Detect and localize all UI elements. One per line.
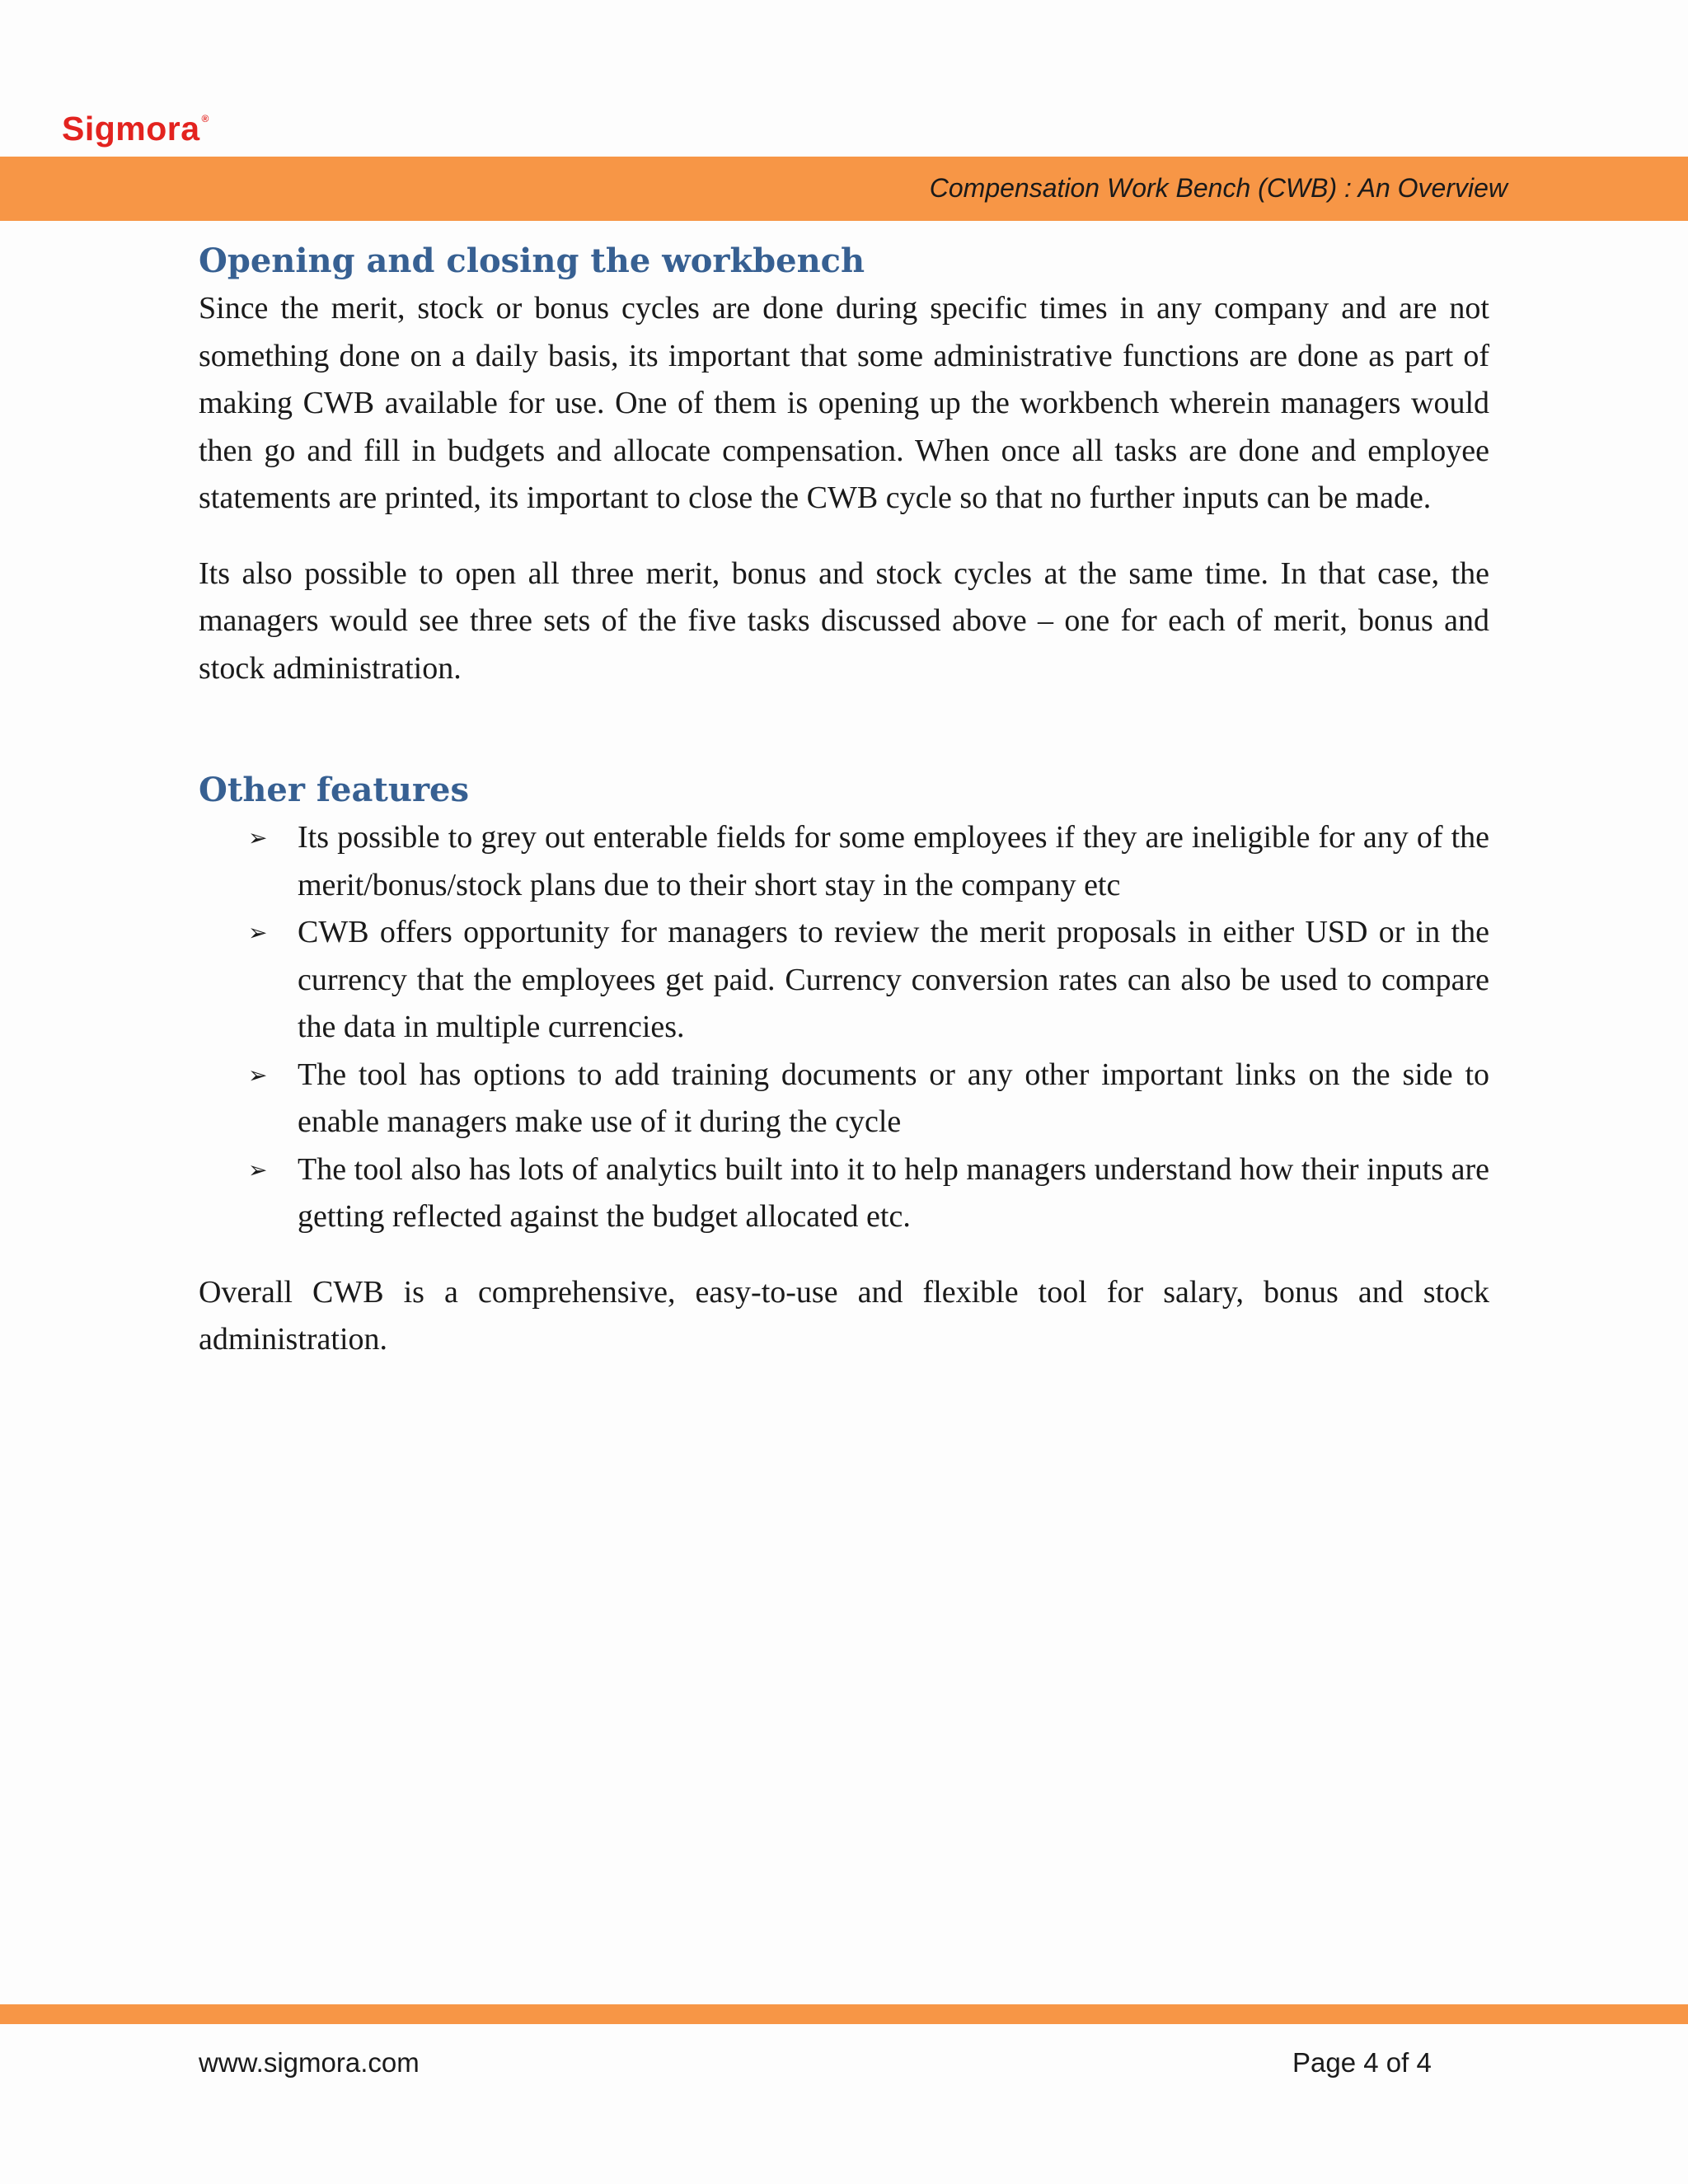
- arrow-bullet-icon: ➢: [248, 824, 268, 851]
- document-title: Compensation Work Bench (CWB) : An Overview: [929, 173, 1507, 203]
- features-list: [199, 814, 1489, 1241]
- list-item-text: Its possible to grey out enterable fields for some employees if they are ineligible for any of the merit/bonus/stock plans due to their short stay in the company etc: [298, 820, 1489, 902]
- arrow-bullet-icon: ➢: [248, 1155, 268, 1183]
- paragraph-opening-closing: Since the merit, stock or bonus cycles are done during specific times in any company and are not something done on a daily basis, its important that some administrative functions are done as part of making CWB available for use. One of them is opening up the workbench wherein managers would then go and fill in budgets and allocate compensation. When once all tasks are done and employee statements are printed, its important to close the CWB cycle so that no further inputs can be made.: [199, 291, 1489, 515]
- arrow-bullet-icon: ➢: [248, 919, 268, 946]
- list-item: [248, 814, 1489, 909]
- section-heading-opening-closing: Opening and closing the workbench: [199, 241, 865, 280]
- footer-website: www.sigmora.com: [199, 2047, 420, 2078]
- list-item-text: The tool also has lots of analytics built into it to help managers understand how their inputs are getting reflected against the budget allocated etc.: [298, 1151, 1489, 1234]
- paragraph-conclusion: Overall CWB is a comprehensive, easy-to-use and flexible tool for salary, bonus and stock administration.: [199, 1274, 1489, 1357]
- list-item-text: The tool has options to add training documents or any other important links on the side to enable managers make use of it during the cycle: [298, 1057, 1489, 1139]
- footer-band: [0, 2004, 1688, 2024]
- page-number: Page 4 of 4: [1292, 2047, 1432, 2078]
- list-item-text: CWB offers opportunity for managers to review the merit proposals in either USD or in the currency that the employees get paid. Currency conversion rates can also be used to compare the data in multiple currencies.: [298, 915, 1489, 1044]
- list-item: [248, 1052, 1489, 1146]
- logo-text: Sigmora: [62, 110, 200, 148]
- registered-mark: ®: [201, 113, 209, 124]
- page-content: [199, 237, 1489, 1364]
- arrow-bullet-icon: ➢: [248, 1061, 268, 1089]
- company-logo: [62, 112, 209, 146]
- list-item: [248, 909, 1489, 1052]
- section-heading-other-features: Other features: [199, 771, 470, 809]
- list-item: [248, 1146, 1489, 1241]
- paragraph-multiple-cycles: Its also possible to open all three merit, bonus and stock cycles at the same time. In that case, the managers would see three sets of the five tasks discussed above – one for each of merit, bonus and stock administration.: [199, 555, 1489, 686]
